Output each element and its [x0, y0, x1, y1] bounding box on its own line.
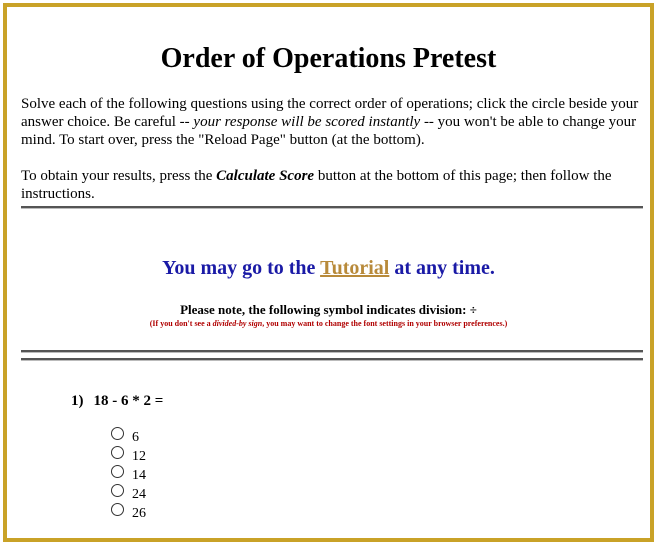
instructions-paragraph	[21, 95, 639, 149]
question-1	[71, 393, 163, 410]
instructions-text-1: Solve each of the following questions using the correct order of operations; click the circle beside your answer choice. Be careful --	[21, 96, 639, 130]
instructions-text-2: -- you won't be able to change your mind. To start over, press the "Reload Page" button (at the bottom).	[21, 114, 637, 148]
division-hint-suffix: , you may want to change the font settings in your browser preferences.)	[262, 319, 508, 328]
instructions-emphasis: your response will be scored instantly	[193, 114, 421, 130]
answer-options	[111, 426, 146, 521]
answer-option[interactable]	[111, 483, 146, 502]
division-hint	[7, 319, 650, 328]
answer-option[interactable]	[111, 445, 146, 464]
page-frame	[3, 3, 654, 542]
answer-label: 6	[132, 429, 139, 445]
results-text-2: button at the bottom of this page; then follow the instructions.	[21, 168, 612, 202]
radio-button[interactable]	[111, 484, 124, 497]
tutorial-prefix: You may go to the	[162, 257, 321, 279]
page-title: Order of Operations Pretest	[160, 43, 497, 74]
radio-button[interactable]	[111, 427, 124, 440]
tutorial-line	[7, 257, 650, 280]
answer-option[interactable]	[111, 464, 146, 483]
division-note: Please note, the following symbol indicates division: ÷	[180, 302, 477, 317]
results-paragraph	[21, 167, 639, 203]
calculate-score-emphasis: Calculate Score	[216, 168, 315, 184]
results-text-1: To obtain your results, press the	[21, 168, 217, 184]
divider-middle-1	[21, 350, 643, 353]
answer-label: 26	[132, 505, 146, 521]
answer-label: 14	[132, 467, 146, 483]
answer-label: 24	[132, 486, 146, 502]
answer-option[interactable]	[111, 502, 146, 521]
radio-button[interactable]	[111, 503, 124, 516]
answer-label: 12	[132, 448, 146, 464]
answer-option[interactable]	[111, 426, 146, 445]
tutorial-link[interactable]: Tutorial	[320, 257, 390, 279]
division-hint-prefix: (If you don't see a	[149, 319, 213, 328]
division-hint-emphasis: divided-by sign	[212, 319, 263, 328]
question-expression: 18 - 6 * 2 =	[93, 393, 164, 409]
question-number: 1)	[71, 393, 84, 409]
radio-button[interactable]	[111, 465, 124, 478]
divider-middle-2	[21, 358, 643, 361]
tutorial-suffix: at any time.	[389, 257, 495, 279]
divider-top	[21, 206, 643, 209]
radio-button[interactable]	[111, 446, 124, 459]
